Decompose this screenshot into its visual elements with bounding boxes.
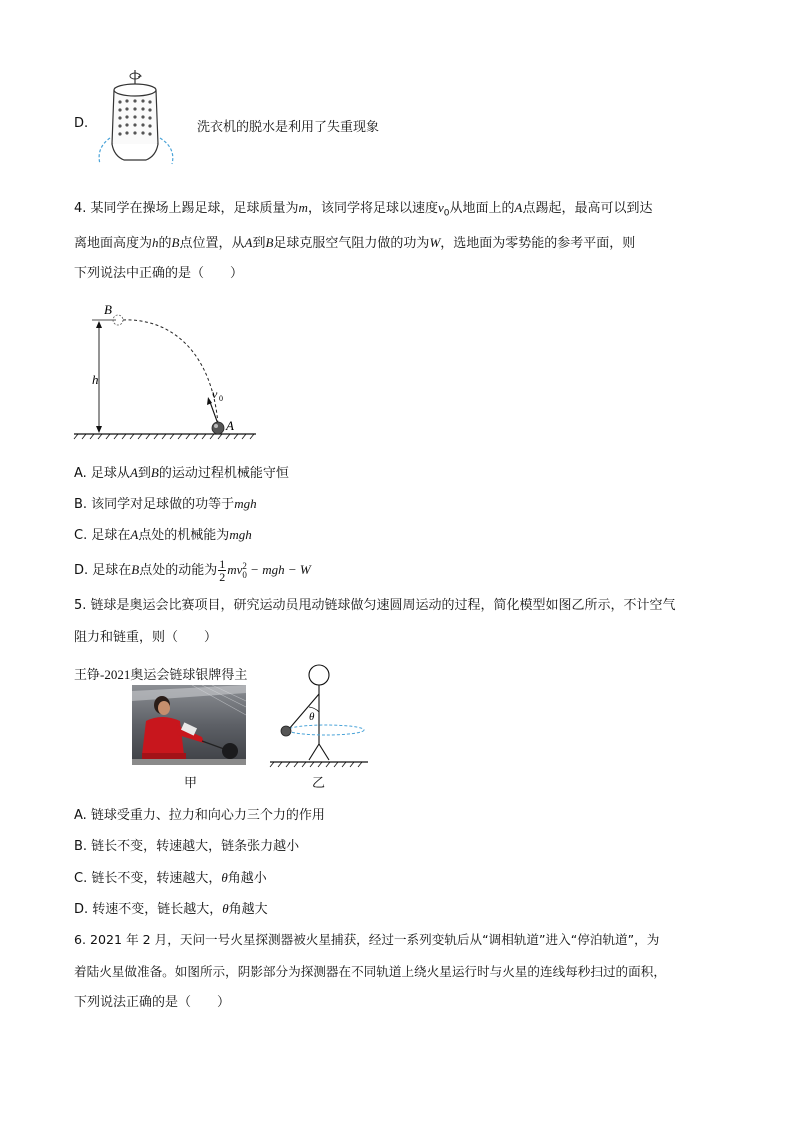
- label-v-sub: 0: [219, 394, 223, 403]
- var-m: m: [298, 200, 308, 215]
- q4-stem-text: 的: [158, 236, 172, 251]
- var-A: A: [514, 200, 523, 215]
- label-A: A: [226, 418, 234, 433]
- q4-stem-line3: 下列说法中正确的是（ ）: [74, 266, 244, 281]
- q5-stem-line1: 5. 链球是奥运会比赛项目，研究运动员甩动链球做匀速圆周运动的过程，简化模型如图乙所示，不计空气: [74, 598, 676, 613]
- var-B: B: [265, 235, 274, 250]
- option-text: C. 足球在: [74, 528, 131, 543]
- var-B: B: [171, 235, 180, 250]
- label-h: h: [92, 372, 99, 387]
- q4-stem-text: 离地面高度为: [74, 236, 153, 251]
- math-sub: 0: [242, 569, 247, 580]
- hammer-throw-diagram: [268, 660, 370, 772]
- math-mv: mv: [227, 562, 243, 577]
- q4-stem-text: 点位置，从: [179, 236, 245, 251]
- math-mgh: mgh: [229, 527, 252, 542]
- label-B: B: [104, 302, 112, 317]
- var-theta: θ: [221, 870, 228, 885]
- option-text: 点处的动能为: [139, 563, 218, 578]
- q4-option-c: [74, 526, 252, 545]
- fraction-denominator: 2: [219, 570, 226, 584]
- athlete-photo: [132, 685, 246, 765]
- q6-stem-line3: 下列说法正确的是（ ）: [74, 995, 231, 1010]
- var-A: A: [130, 527, 139, 542]
- option-text: 的运动过程机械能守恒: [158, 466, 289, 481]
- label-jia: 甲: [184, 776, 198, 791]
- label-v: v: [212, 387, 218, 401]
- option-text: 角越小: [227, 871, 267, 886]
- var-A: A: [244, 235, 253, 250]
- option-text: B. 该同学对足球做的功等于: [74, 497, 235, 512]
- q4-option-b: [74, 495, 257, 514]
- q4-stem-text: 4. 某同学在操场上踢足球，足球质量为: [74, 201, 299, 216]
- var-W: W: [429, 235, 441, 250]
- photo-caption: 王铮-2021奥运会链球银牌得主: [74, 667, 248, 682]
- q4-stem-line2: [74, 234, 635, 253]
- q4-stem-text: 点踢起，最高可以到达: [522, 201, 653, 216]
- var-v: v: [437, 200, 444, 215]
- var-h: h: [152, 235, 159, 250]
- math-sup: 2: [242, 560, 247, 571]
- option-text: C. 链长不变，转速越大，: [74, 871, 222, 886]
- option-text: D. 足球在: [74, 563, 132, 578]
- fraction-one-half: [218, 558, 226, 583]
- q5-option-c: [74, 869, 267, 888]
- var-B: B: [131, 562, 140, 577]
- var-v-sub: 0: [443, 208, 450, 219]
- math-mgh: mgh: [234, 496, 257, 511]
- q4-stem-text: 到: [252, 236, 266, 251]
- var-A: A: [129, 465, 138, 480]
- q4-stem-text: ，选地面为零势能的参考平面，则: [440, 236, 636, 251]
- option-text: 到: [137, 466, 151, 481]
- q5-option-d: [74, 900, 268, 919]
- q5-option-a: A. 链球受重力、拉力和向心力三个力的作用: [74, 808, 325, 823]
- option-text: D. 转速不变，链长越大，: [74, 902, 223, 917]
- q6-stem-line1: 6. 2021 年 2 月，天问一号火星探测器被火星捕获，经过一系列变轨后从“调相轨道”进入“停泊轨道”，为: [74, 932, 660, 947]
- q4-trajectory-figure: [72, 298, 262, 443]
- q6-stem-line2: 着陆火星做准备。如图所示，阴影部分为探测器在不同轨道上绕火星运行时与火星的连线每秒扫过的面积，: [74, 964, 666, 979]
- label-theta: θ: [309, 711, 315, 723]
- math-rest: − mgh − W: [246, 562, 311, 577]
- option-text: 点处的机械能为: [138, 528, 230, 543]
- q5-stem-line2: 阻力和链重，则（ ）: [74, 630, 218, 645]
- option-text: 角越大: [228, 902, 268, 917]
- q3-option-d-text: 洗衣机的脱水是利用了失重现象: [197, 120, 380, 135]
- q4-stem-text: 足球克服空气阻力做的功为: [273, 236, 430, 251]
- q4-option-a: [74, 464, 289, 483]
- var-B: B: [150, 465, 159, 480]
- q4-stem-line1: [74, 199, 652, 223]
- option-text: A. 足球从: [74, 466, 130, 481]
- q3-option-d-letter: D.: [74, 116, 89, 131]
- q4-stem-text: 从地面上的: [449, 201, 515, 216]
- q5-option-b: B. 链长不变，转速越大，链条张力越小: [74, 839, 300, 854]
- q4-stem-text: ，该同学将足球以速度: [307, 201, 438, 216]
- var-theta: θ: [222, 901, 229, 916]
- q4-option-d: [74, 556, 311, 585]
- washing-drum-figure: [92, 68, 184, 174]
- fraction-numerator: 1: [219, 557, 226, 571]
- label-yi: 乙: [312, 776, 326, 791]
